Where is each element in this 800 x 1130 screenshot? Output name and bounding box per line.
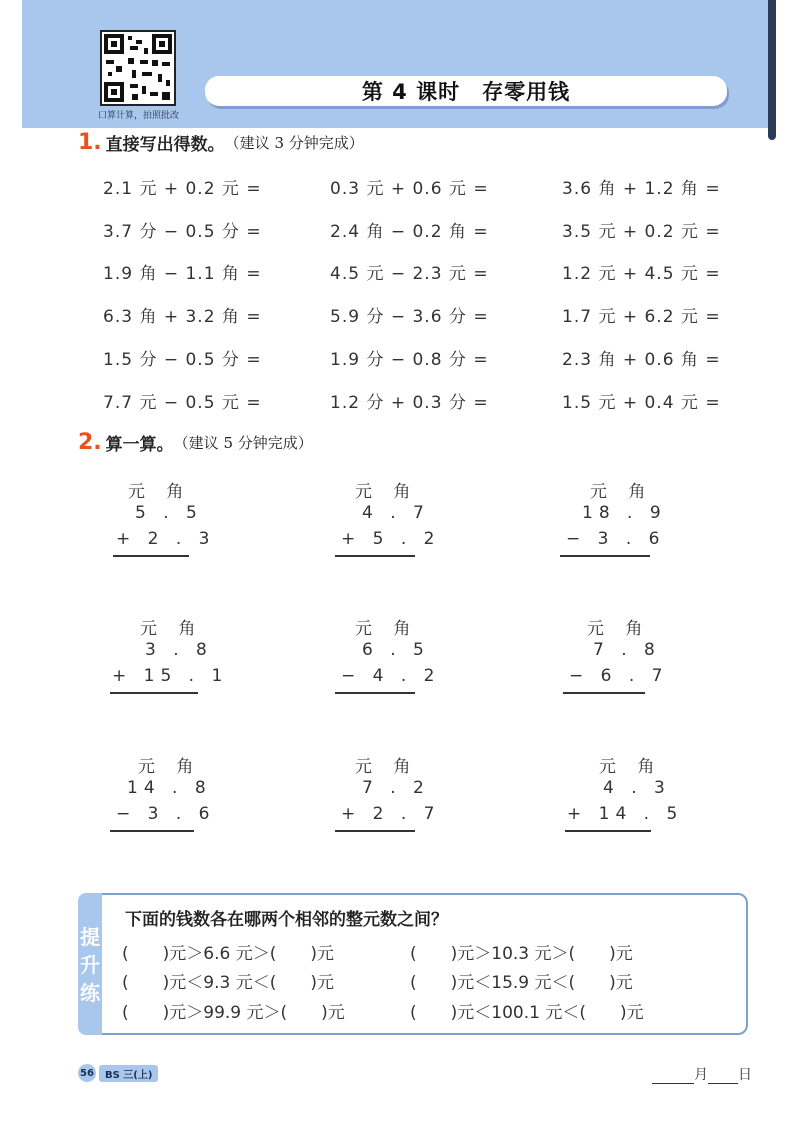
challenge-tab-label: 提升练 [80, 925, 100, 1005]
equation: 6.3 角 + 3.2 角 = [103, 307, 262, 327]
equation: 2.4 角 − 0.2 角 = [330, 222, 489, 242]
column-header: 元 角 [355, 757, 419, 777]
inequality: ( )元＜15.9 元＜( )元 [410, 973, 633, 993]
column-header: 元 角 [355, 482, 419, 502]
column-header: 元 角 [140, 619, 204, 639]
lesson-title: 第 4 课时 存零用钱 [361, 80, 571, 104]
addend: 4 . 7 [362, 503, 430, 523]
equation: 1.2 分 + 0.3 分 = [330, 393, 489, 413]
operand: + 2 . 3 [116, 529, 216, 549]
operand: + 14 . 5 [567, 804, 684, 824]
equation: 1.2 元 + 4.5 元 = [562, 264, 721, 284]
equation: 1.9 分 − 0.8 分 = [330, 350, 489, 370]
operand: + 15 . 1 [112, 666, 229, 686]
grade-tag: BS 三(上) [99, 1065, 158, 1082]
column-header: 元 角 [138, 757, 202, 777]
answer-line [563, 692, 645, 694]
lesson-title-bar [205, 76, 727, 106]
page-badge [78, 1064, 158, 1082]
addend: 4 . 3 [603, 778, 671, 798]
addend: 6 . 5 [362, 640, 430, 660]
addend: 18 . 9 [582, 503, 667, 523]
section-1-heading [78, 130, 364, 155]
addend: 3 . 8 [145, 640, 213, 660]
addend: 7 . 2 [362, 778, 430, 798]
equation: 4.5 元 − 2.3 元 = [330, 264, 489, 284]
answer-line [335, 692, 415, 694]
section-2-title: 算一算。 [105, 435, 174, 455]
operand: + 5 . 2 [341, 529, 441, 549]
column-header: 元 角 [128, 482, 192, 502]
column-header: 元 角 [355, 619, 419, 639]
column-header: 元 角 [590, 482, 654, 502]
answer-line [335, 830, 415, 832]
section-2-number: 2. [78, 430, 102, 455]
equation: 2.3 角 + 0.6 角 = [562, 350, 721, 370]
qr-code[interactable] [100, 30, 176, 106]
operand: − 3 . 6 [566, 529, 666, 549]
equation: 5.9 分 − 3.6 分 = [330, 307, 489, 327]
answer-line [113, 555, 189, 557]
answer-line [110, 830, 194, 832]
section-1-note: （建议 3 分钟完成） [224, 134, 364, 152]
challenge-tab [78, 893, 102, 1035]
equation: 3.7 分 − 0.5 分 = [103, 222, 262, 242]
equation: 1.5 分 − 0.5 分 = [103, 350, 262, 370]
equation: 7.7 元 − 0.5 元 = [103, 393, 262, 413]
challenge-question: 下面的钱数各在哪两个相邻的整元数之间？ [125, 910, 448, 930]
equation: 1.9 角 − 1.1 角 = [103, 264, 262, 284]
equation: 3.6 角 + 1.2 角 = [562, 179, 721, 199]
date-field [652, 1064, 752, 1084]
inequality: ( )元＞6.6 元＞( )元 [122, 944, 334, 964]
page-number: 56 [78, 1064, 96, 1082]
column-header: 元 角 [599, 757, 663, 777]
addend: 14 . 8 [127, 778, 212, 798]
equation: 1.5 元 + 0.4 元 = [562, 393, 721, 413]
qr-caption: 口算计算，拍照批改 [98, 111, 180, 121]
operand: − 4 . 2 [341, 666, 441, 686]
inequality: ( )元＜100.1 元＜( )元 [410, 1003, 644, 1023]
addend: 7 . 8 [593, 640, 661, 660]
section-2-note: （建议 5 分钟完成） [173, 434, 313, 452]
answer-line [335, 555, 415, 557]
inequality: ( )元＞99.9 元＞( )元 [122, 1003, 345, 1023]
section-2-heading [78, 430, 313, 455]
operand: − 6 . 7 [569, 666, 669, 686]
section-1-number: 1. [78, 130, 102, 155]
day-blank[interactable] [708, 1069, 738, 1084]
answer-line [560, 555, 650, 557]
column-header: 元 角 [587, 619, 651, 639]
month-label: 月 [694, 1067, 708, 1083]
answer-line [565, 830, 651, 832]
equation: 3.5 元 + 0.2 元 = [562, 222, 721, 242]
operand: − 3 . 6 [116, 804, 216, 824]
month-blank[interactable] [652, 1069, 694, 1084]
inequality: ( )元＜9.3 元＜( )元 [122, 973, 334, 993]
answer-line [110, 692, 198, 694]
day-label: 日 [738, 1067, 752, 1083]
equation: 1.7 元 + 6.2 元 = [562, 307, 721, 327]
addend: 5 . 5 [135, 503, 203, 523]
equation: 2.1 元 + 0.2 元 = [103, 179, 262, 199]
equation: 0.3 元 + 0.6 元 = [330, 179, 489, 199]
section-1-title: 直接写出得数。 [105, 135, 225, 155]
inequality: ( )元＞10.3 元＞( )元 [410, 944, 633, 964]
operand: + 2 . 7 [341, 804, 441, 824]
